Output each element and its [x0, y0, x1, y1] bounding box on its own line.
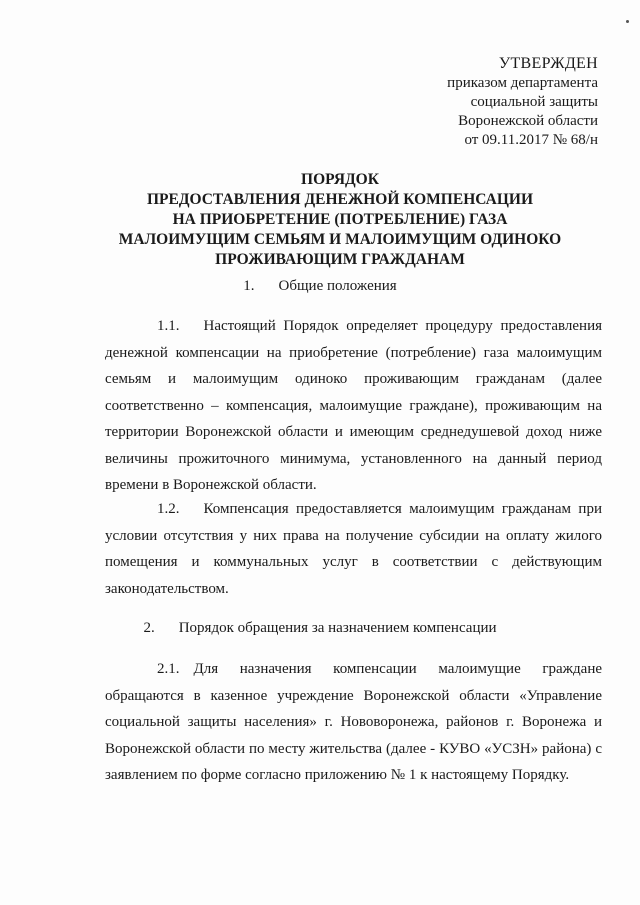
- document-title-line-4: МАЛОИМУЩИМ СЕМЬЯМ И МАЛОИМУЩИМ ОДИНОКО: [118, 231, 562, 248]
- section-heading-text: Порядок обращения за назначением компенсации: [178, 620, 497, 636]
- section-number: 1.: [243, 278, 255, 294]
- paragraph-number: 1.1.: [157, 318, 180, 334]
- paragraph-number: 2.1.: [157, 661, 180, 677]
- document-title: [60, 170, 620, 270]
- section-heading-2: [0, 618, 640, 638]
- approval-order-line: приказом департамента: [447, 75, 598, 91]
- document-title-line-2: ПРЕДОСТАВЛЕНИЯ ДЕНЕЖНОЙ КОМПЕНСАЦИИ: [146, 191, 534, 208]
- approval-region-line: Воронежской области: [458, 113, 598, 129]
- approval-date-line: от 09.11.2017 № 68/н: [464, 132, 598, 148]
- document-title-line-3: НА ПРИОБРЕТЕНИЕ (ПОТРЕБЛЕНИЕ) ГАЗА: [172, 211, 508, 228]
- section-heading-1: [0, 276, 640, 296]
- paragraph-number: 1.2.: [157, 501, 180, 517]
- approval-stamp-block: [447, 54, 598, 150]
- document-title-line-1: ПОРЯДОК: [301, 171, 379, 188]
- section-heading-text: Общие положения: [278, 278, 397, 294]
- approval-department-line: социальной защиты: [470, 94, 598, 110]
- paragraph-1-1: [105, 313, 602, 499]
- paragraph-text: Настоящий Порядок определяет процедуру предоставления денежной компенсации на приобретение (потребление) газа малоимущим семьям и малоимущим одиноко проживающим гражданам (далее соответственно – компенсация, малоимущие граждане), проживающим на территории Воронежской области и имеющим среднедушевой доход ниже величины прожиточного минимума, установленного на данный период времени в Воронежской области.: [105, 318, 602, 493]
- paragraph-2-1: [105, 656, 602, 789]
- document-title-line-5: ПРОЖИВАЮЩИМ ГРАЖДАНАМ: [215, 251, 465, 268]
- scan-speck-icon: [626, 20, 629, 23]
- section-number: 2.: [143, 620, 155, 636]
- approval-title: УТВЕРЖДЕН: [498, 55, 598, 72]
- paragraph-text: Для назначения компенсации малоимущие граждане обращаются в казенное учреждение Воронежской области «Управление социальной защиты населения» г. Нововоронежа, районов г. Воронежа и Воронежской области по месту жительства (далее - КУВО «УСЗН» района) с заявлением по форме согласно приложению № 1 к настоящему Порядку.: [105, 661, 602, 783]
- paragraph-1-2: [105, 496, 602, 602]
- paragraph-text: Компенсация предоставляется малоимущим гражданам при условии отсутствия у них права на получение субсидии на оплату жилого помещения и коммунальных услуг в соответствии с действующим законодательством.: [105, 501, 602, 597]
